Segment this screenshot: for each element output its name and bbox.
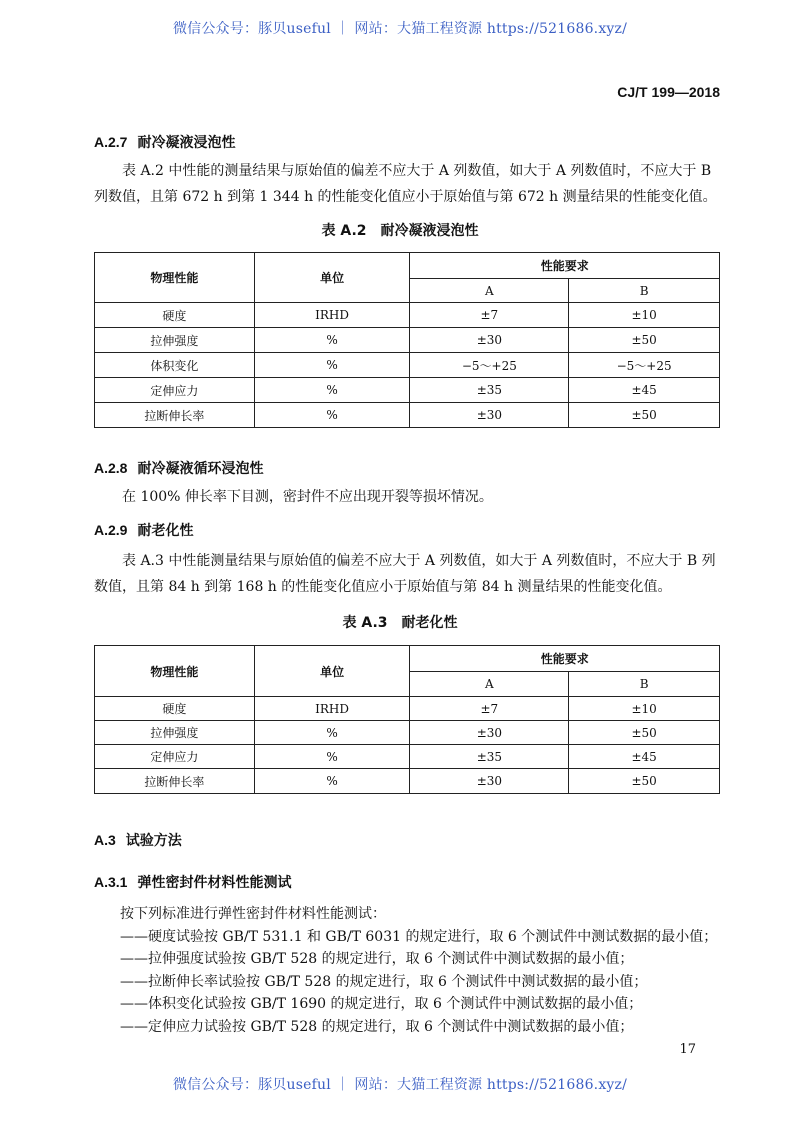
section-heading-a3 bbox=[94, 830, 182, 850]
cell-b: −5～+25 bbox=[569, 353, 720, 378]
cell-unit: % bbox=[254, 745, 410, 769]
cell-unit: % bbox=[254, 378, 410, 403]
table-row bbox=[95, 353, 720, 378]
table-a3-caption: 表 A.3 耐老化性 bbox=[342, 615, 458, 631]
table-row bbox=[95, 378, 720, 403]
header-property: 物理性能 bbox=[95, 646, 255, 697]
section-title: 耐冷凝液循环浸泡性 bbox=[137, 461, 264, 477]
section-number: A.3 bbox=[94, 832, 116, 848]
table-a2-caption: 表 A.2 耐冷凝液浸泡性 bbox=[321, 223, 479, 239]
cell-a: ±30 bbox=[410, 769, 569, 794]
paragraph-a28: 在 100% 伸长率下目测，密封件不应出现开裂等损坏情况。 bbox=[122, 489, 493, 505]
standard-code: CJ/T 199—2018 bbox=[617, 84, 720, 100]
cell-a: ±30 bbox=[410, 403, 569, 428]
list-item: ——拉伸强度试验按 GB/T 528 的规定进行，取 6 个测试件中测试数据的最小值； bbox=[120, 951, 634, 967]
section-title: 耐老化性 bbox=[137, 523, 194, 539]
cell-property: 拉断伸长率 bbox=[95, 769, 255, 794]
table-a2 bbox=[94, 252, 720, 428]
header-property: 物理性能 bbox=[95, 253, 255, 303]
section-number: A.2.9 bbox=[94, 522, 128, 538]
cell-b: ±50 bbox=[569, 769, 720, 794]
cell-a: ±7 bbox=[410, 697, 569, 721]
cell-property: 定伸应力 bbox=[95, 745, 255, 769]
table-row bbox=[95, 303, 720, 328]
cell-b: ±50 bbox=[569, 328, 720, 353]
list-intro: 按下列标准进行弹性密封件材料性能测试： bbox=[120, 906, 386, 922]
cell-property: 体积变化 bbox=[95, 353, 255, 378]
list-item: ——定伸应力试验按 GB/T 528 的规定进行，取 6 个测试件中测试数据的最小值； bbox=[120, 1018, 634, 1035]
section-number: A.3.1 bbox=[94, 874, 128, 890]
table-a3 bbox=[94, 645, 720, 794]
list-item: ——体积变化试验按 GB/T 1690 的规定进行，取 6 个测试件中测试数据的最小值； bbox=[120, 996, 643, 1012]
table-row bbox=[95, 769, 720, 794]
cell-a: −5～+25 bbox=[410, 353, 569, 378]
cell-a: ±35 bbox=[410, 745, 569, 769]
watermark-bottom: 微信公众号：豚贝useful ｜ 网站：大猫工程资源 https://521686.xyz/ bbox=[172, 1077, 628, 1093]
cell-unit: IRHD bbox=[254, 697, 410, 721]
section-heading-a31 bbox=[94, 872, 291, 892]
section-title: 试验方法 bbox=[125, 833, 182, 849]
header-requirement: 性能要求 bbox=[410, 253, 720, 279]
cell-property: 硬度 bbox=[95, 697, 255, 721]
page-number: 17 bbox=[679, 1042, 696, 1057]
header-col-a: A bbox=[410, 672, 569, 697]
cell-a: ±7 bbox=[410, 303, 569, 328]
cell-a: ±30 bbox=[410, 328, 569, 353]
cell-unit: % bbox=[254, 403, 410, 428]
section-heading-a28 bbox=[94, 458, 263, 478]
table-row bbox=[95, 403, 720, 428]
list-item: ——拉断伸长率试验按 GB/T 528 的规定进行，取 6 个测试件中测试数据的最小值； bbox=[120, 973, 648, 990]
cell-b: ±45 bbox=[569, 378, 720, 403]
table-row bbox=[95, 745, 720, 769]
table-row bbox=[95, 721, 720, 745]
cell-b: ±10 bbox=[569, 697, 720, 721]
cell-unit: IRHD bbox=[254, 303, 410, 328]
section-title: 耐冷凝液浸泡性 bbox=[137, 135, 236, 151]
cell-unit: % bbox=[254, 721, 410, 745]
cell-b: ±50 bbox=[569, 721, 720, 745]
header-col-b: B bbox=[569, 279, 720, 303]
cell-property: 拉伸强度 bbox=[95, 328, 255, 353]
header-unit: 单位 bbox=[254, 646, 410, 697]
table-row bbox=[95, 328, 720, 353]
section-heading-a29 bbox=[94, 520, 193, 540]
cell-property: 拉断伸长率 bbox=[95, 403, 255, 428]
cell-a: ±30 bbox=[410, 721, 569, 745]
list-item: ——硬度试验按 GB/T 531.1 和 GB/T 6031 的规定进行，取 6 个测试件中测试数据的最小值； bbox=[120, 928, 718, 945]
watermark-top: 微信公众号：豚贝useful ｜ 网站：大猫工程资源 https://521686.xyz/ bbox=[172, 21, 628, 37]
section-heading-a27 bbox=[94, 132, 235, 152]
cell-a: ±35 bbox=[410, 378, 569, 403]
section-title: 弹性密封件材料性能测试 bbox=[137, 875, 292, 891]
cell-property: 硬度 bbox=[95, 303, 255, 328]
table-row bbox=[95, 697, 720, 721]
cell-b: ±45 bbox=[569, 745, 720, 769]
test-method-list bbox=[120, 903, 720, 1038]
paragraph-a29: 表 A.3 中性能测量结果与原始值的偏差不应大于 A 列数值，如大于 A 列数值时，不应大于 B 列数值，且第 84 h 到第 168 h 的性能变化值应小于原始值与第 84 h 测量结果的性能变化值。 bbox=[94, 553, 716, 595]
cell-b: ±50 bbox=[569, 403, 720, 428]
section-number: A.2.8 bbox=[94, 460, 128, 476]
header-requirement: 性能要求 bbox=[410, 646, 720, 672]
cell-unit: % bbox=[254, 769, 410, 794]
cell-property: 拉伸强度 bbox=[95, 721, 255, 745]
cell-b: ±10 bbox=[569, 303, 720, 328]
header-unit: 单位 bbox=[254, 253, 410, 303]
section-number: A.2.7 bbox=[94, 134, 128, 150]
cell-unit: % bbox=[254, 328, 410, 353]
header-col-b: B bbox=[569, 672, 720, 697]
cell-property: 定伸应力 bbox=[95, 378, 255, 403]
header-col-a: A bbox=[410, 279, 569, 303]
cell-unit: % bbox=[254, 353, 410, 378]
paragraph-a27: 表 A.2 中性能的测量结果与原始值的偏差不应大于 A 列数值，如大于 A 列数值时，不应大于 B 列数值，且第 672 h 到第 1 344 h 的性能变化值应小于原始值与第 672 h 测量结果的性能变化值。 bbox=[94, 163, 717, 205]
